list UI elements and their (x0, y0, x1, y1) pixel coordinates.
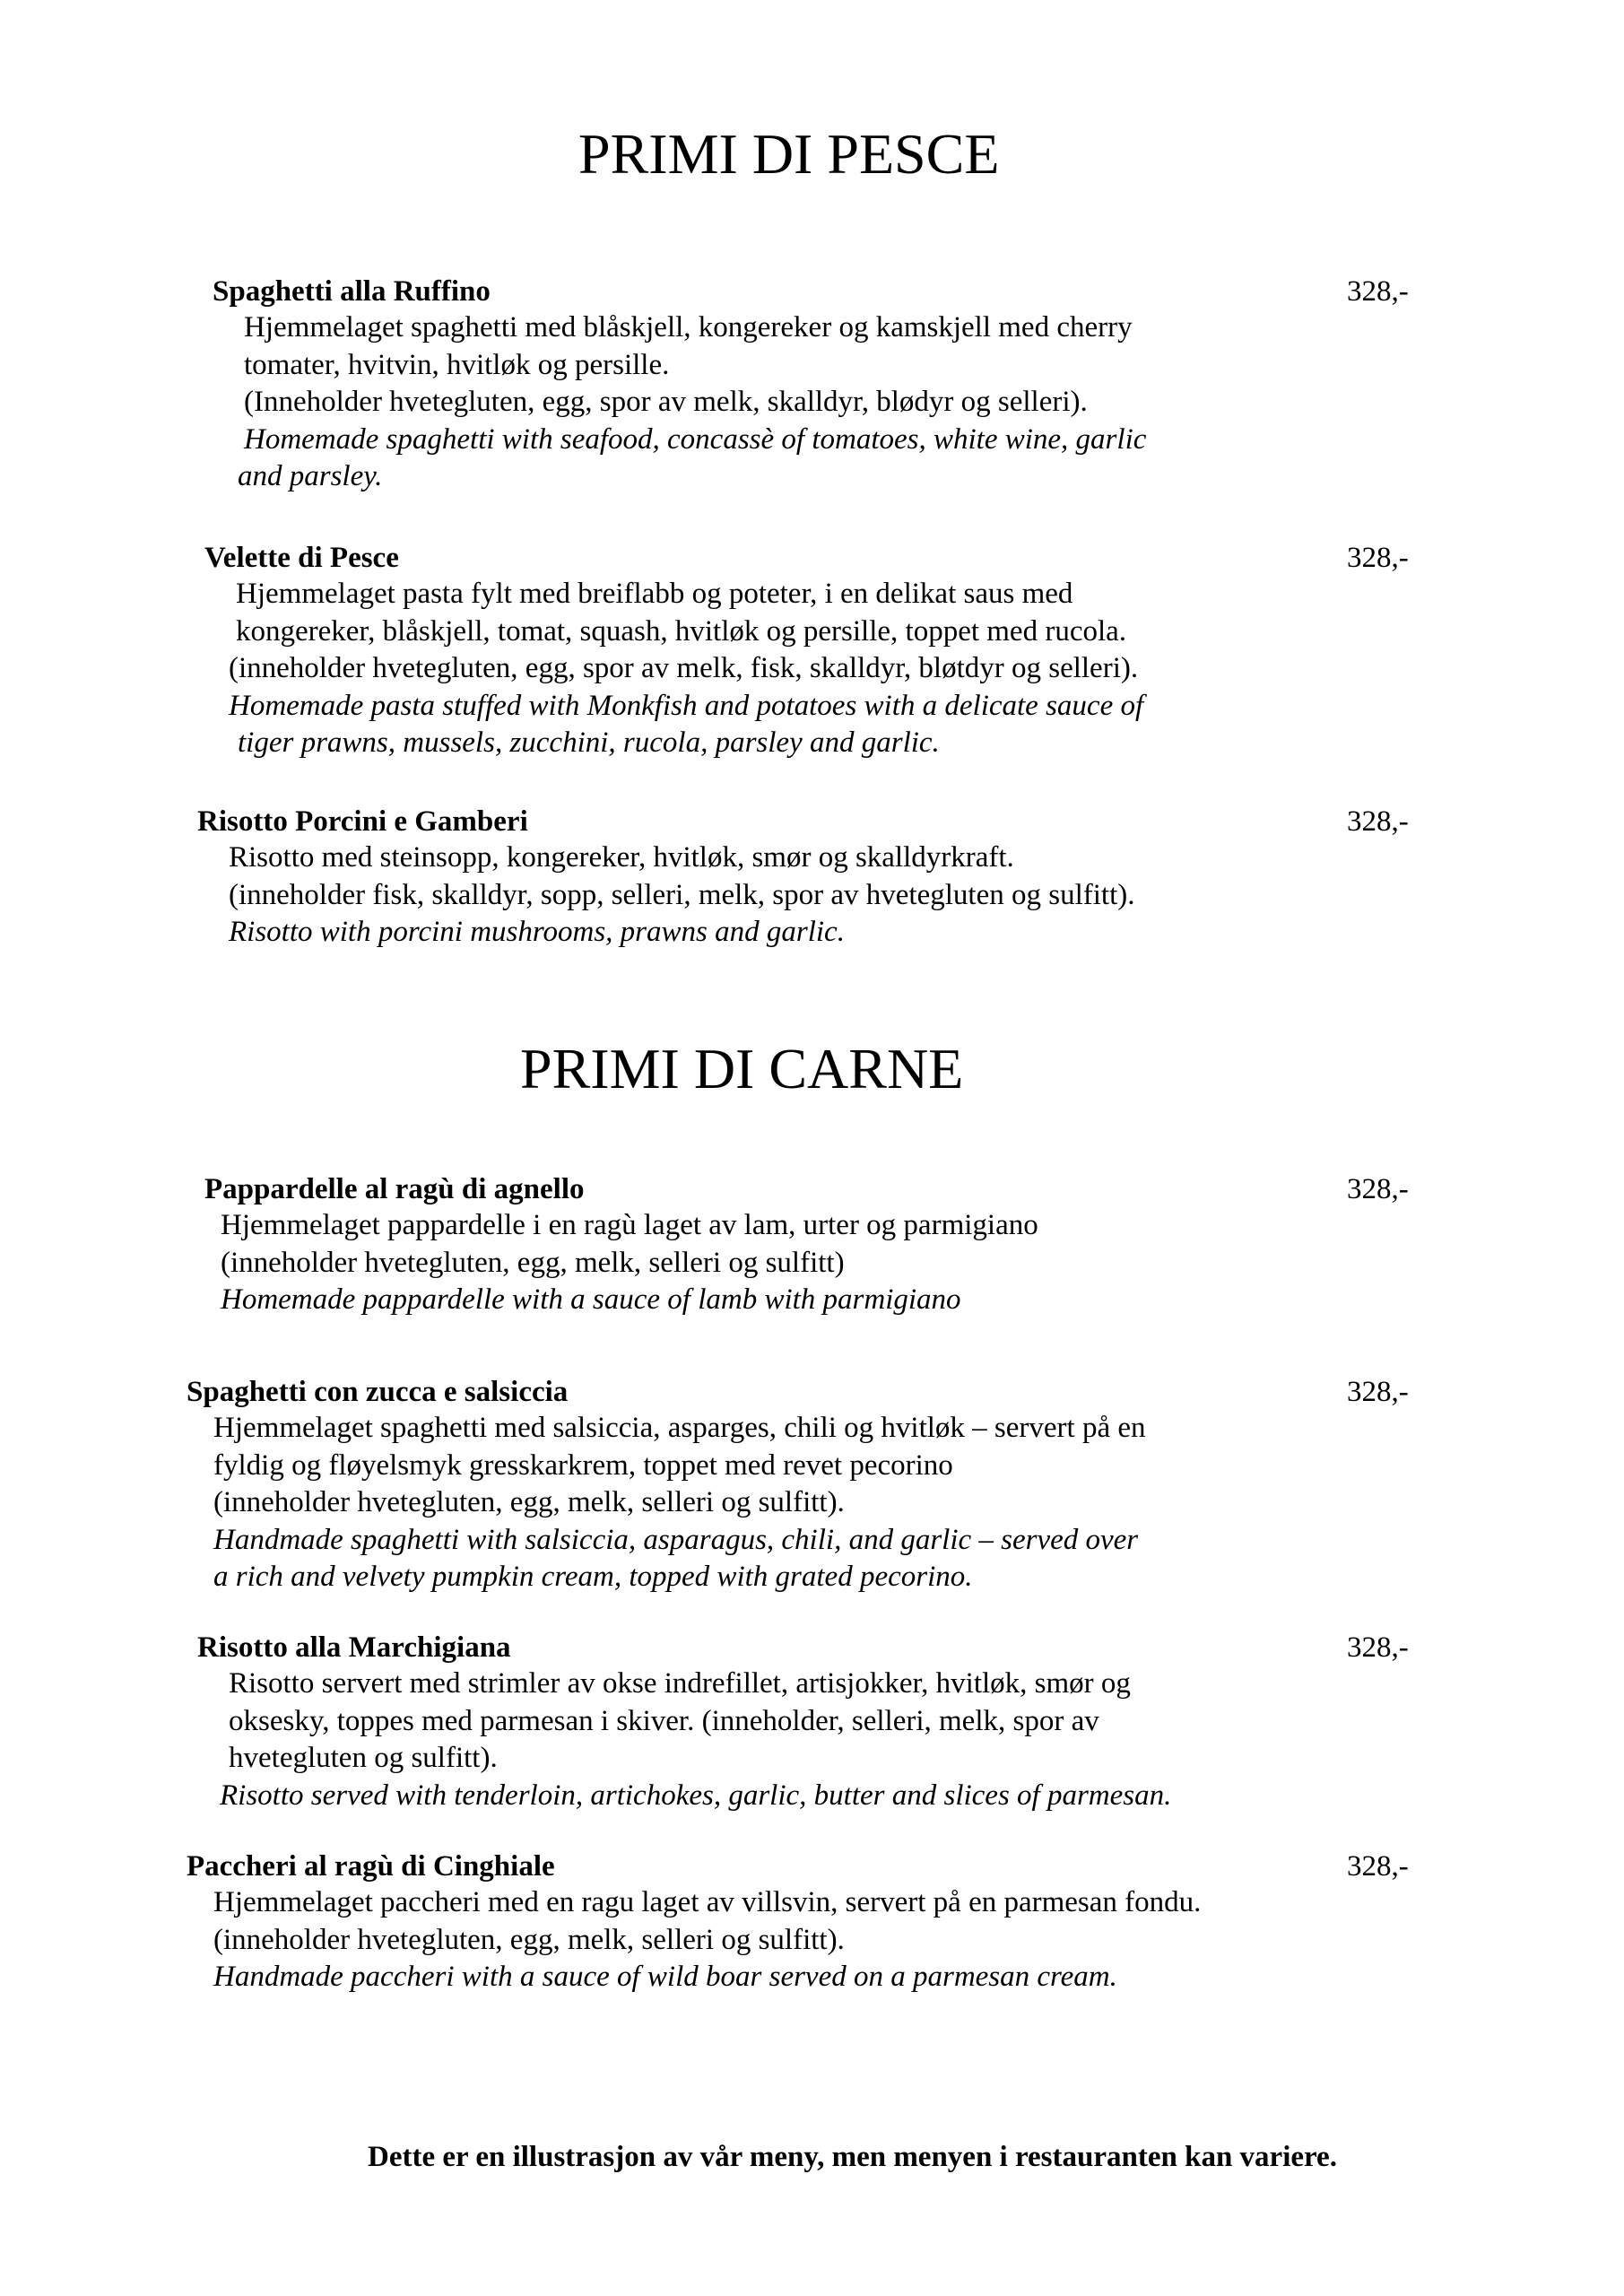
item-allergens-line: (inneholder hvetegluten, egg, melk, selleri og sulfitt) (221, 1246, 845, 1279)
menu-item-price: 328,- (1347, 805, 1409, 838)
menu-item-velette-di-pesce (204, 540, 1460, 762)
item-allergens-line: (inneholder hvetegluten, egg, melk, selleri og sulfitt). (213, 1486, 845, 1518)
item-description-line: Hjemmelaget spaghetti med blåskjell, kongereker og kamskjell med cherry (244, 311, 1133, 344)
menu-disclaimer: Dette er en illustrasjon av vår meny, men menyen i restauranten kan variere. (368, 2141, 1337, 2173)
item-english-line: tiger prawns, mussels, zucchini, rucola, parsley and garlic. (238, 726, 940, 759)
menu-item-price: 328,- (1347, 542, 1409, 574)
item-english-line: Risotto served with tenderloin, artichokes, garlic, butter and slices of parmesan. (220, 1779, 1172, 1812)
menu-item-paccheri-cinghiale (187, 1848, 1442, 1996)
menu-item-name: Risotto Porcini e Gamberi (197, 805, 528, 838)
item-description-line: fyldig og fløyelsmyk gresskarkrem, toppet med revet pecorino (213, 1448, 953, 1482)
menu-item-name: Velette di Pesce (204, 542, 399, 574)
item-english-line: Handmade spaghetti with salsiccia, asparagus, chili, and garlic – served over (213, 1523, 1139, 1556)
item-english-line: Risotto with porcini mushrooms, prawns and garlic. (229, 916, 845, 948)
item-description-line: Risotto med steinsopp, kongereker, hvitløk, smør og skalldyrkraft. (229, 841, 1014, 874)
menu-item-spaghetti-ruffino (213, 274, 1468, 496)
item-description-line: Hjemmelaget spaghetti med salsiccia, asparges, chili og hvitløk – servert på en (213, 1412, 1146, 1444)
item-description-line: Risotto servert med strimler av okse indrefillet, artisjokker, hvitløk, smør og (229, 1667, 1131, 1700)
menu-item-price: 328,- (1347, 1631, 1409, 1664)
item-english-line: Homemade spaghetti with seafood, concassè of tomatoes, white wine, garlic (244, 422, 1147, 456)
menu-item-name: Spaghetti con zucca e salsiccia (187, 1376, 569, 1408)
menu-item-price: 328,- (1347, 275, 1409, 308)
item-english-line: a rich and velvety pumpkin cream, topped with grated pecorino. (213, 1561, 973, 1593)
menu-item-pappardelle-agnello (204, 1171, 1460, 1319)
menu-item-name: Spaghetti alla Ruffino (213, 275, 491, 308)
item-english-line: and parsley. (238, 460, 383, 492)
item-description-line: tomater, hvitvin, hvitløk og persille. (244, 348, 670, 381)
item-allergens-line: (inneholder hvetegluten, egg, spor av melk, fisk, skalldyr, bløtdyr og selleri). (229, 652, 1139, 684)
item-allergens-line: (inneholder fisk, skalldyr, sopp, selleri, melk, spor av hvetegluten og sulfitt). (229, 878, 1135, 911)
item-allergens-line: (inneholder hvetegluten, egg, melk, selleri og sulfitt). (213, 1923, 845, 1956)
item-english-line: Handmade paccheri with a sauce of wild boar served on a parmesan cream. (213, 1961, 1117, 1993)
item-english-line: Homemade pappardelle with a sauce of lamb with parmigiano (221, 1283, 961, 1316)
item-description-line: Hjemmelaget pappardelle i en ragù laget av lam, urter og parmigiano (221, 1209, 1038, 1241)
section-title-carne: PRIMI DI CARNE (520, 1037, 964, 1100)
menu-item-spaghetti-zucca (187, 1374, 1442, 1596)
menu-item-price: 328,- (1347, 1173, 1409, 1205)
menu-item-price: 328,- (1347, 1850, 1409, 1883)
item-description-line: Hjemmelaget paccheri med en ragu laget av villsvin, servert på en parmesan fondu. (213, 1886, 1202, 1918)
menu-item-name: Paccheri al ragù di Cinghiale (187, 1850, 555, 1883)
item-description-line: kongereker, blåskjell, tomat, squash, hvitløk og persille, toppet med rucola. (236, 614, 1127, 648)
menu-item-risotto-marchigiana (197, 1630, 1453, 1814)
section-title-pesce: PRIMI DI PESCE (578, 122, 1000, 186)
item-description-line: oksesky, toppes med parmesan i skiver. (inneholder, selleri, melk, spor av (229, 1704, 1099, 1737)
menu-item-risotto-porcini (197, 804, 1453, 952)
menu-item-price: 328,- (1347, 1376, 1409, 1408)
item-allergens-line: hvetegluten og sulfitt). (229, 1742, 498, 1774)
menu-item-name: Risotto alla Marchigiana (197, 1631, 511, 1664)
item-english-line: Homemade pasta stuffed with Monkfish and potatoes with a delicate sauce of (229, 689, 1144, 722)
item-description-line: Hjemmelaget pasta fylt med breiflabb og poteter, i en delikat saus med (236, 578, 1073, 610)
item-allergens-line: (Inneholder hvetegluten, egg, spor av melk, skalldyr, blødyr og selleri). (244, 386, 1088, 418)
menu-item-name: Pappardelle al ragù di agnello (204, 1173, 585, 1205)
